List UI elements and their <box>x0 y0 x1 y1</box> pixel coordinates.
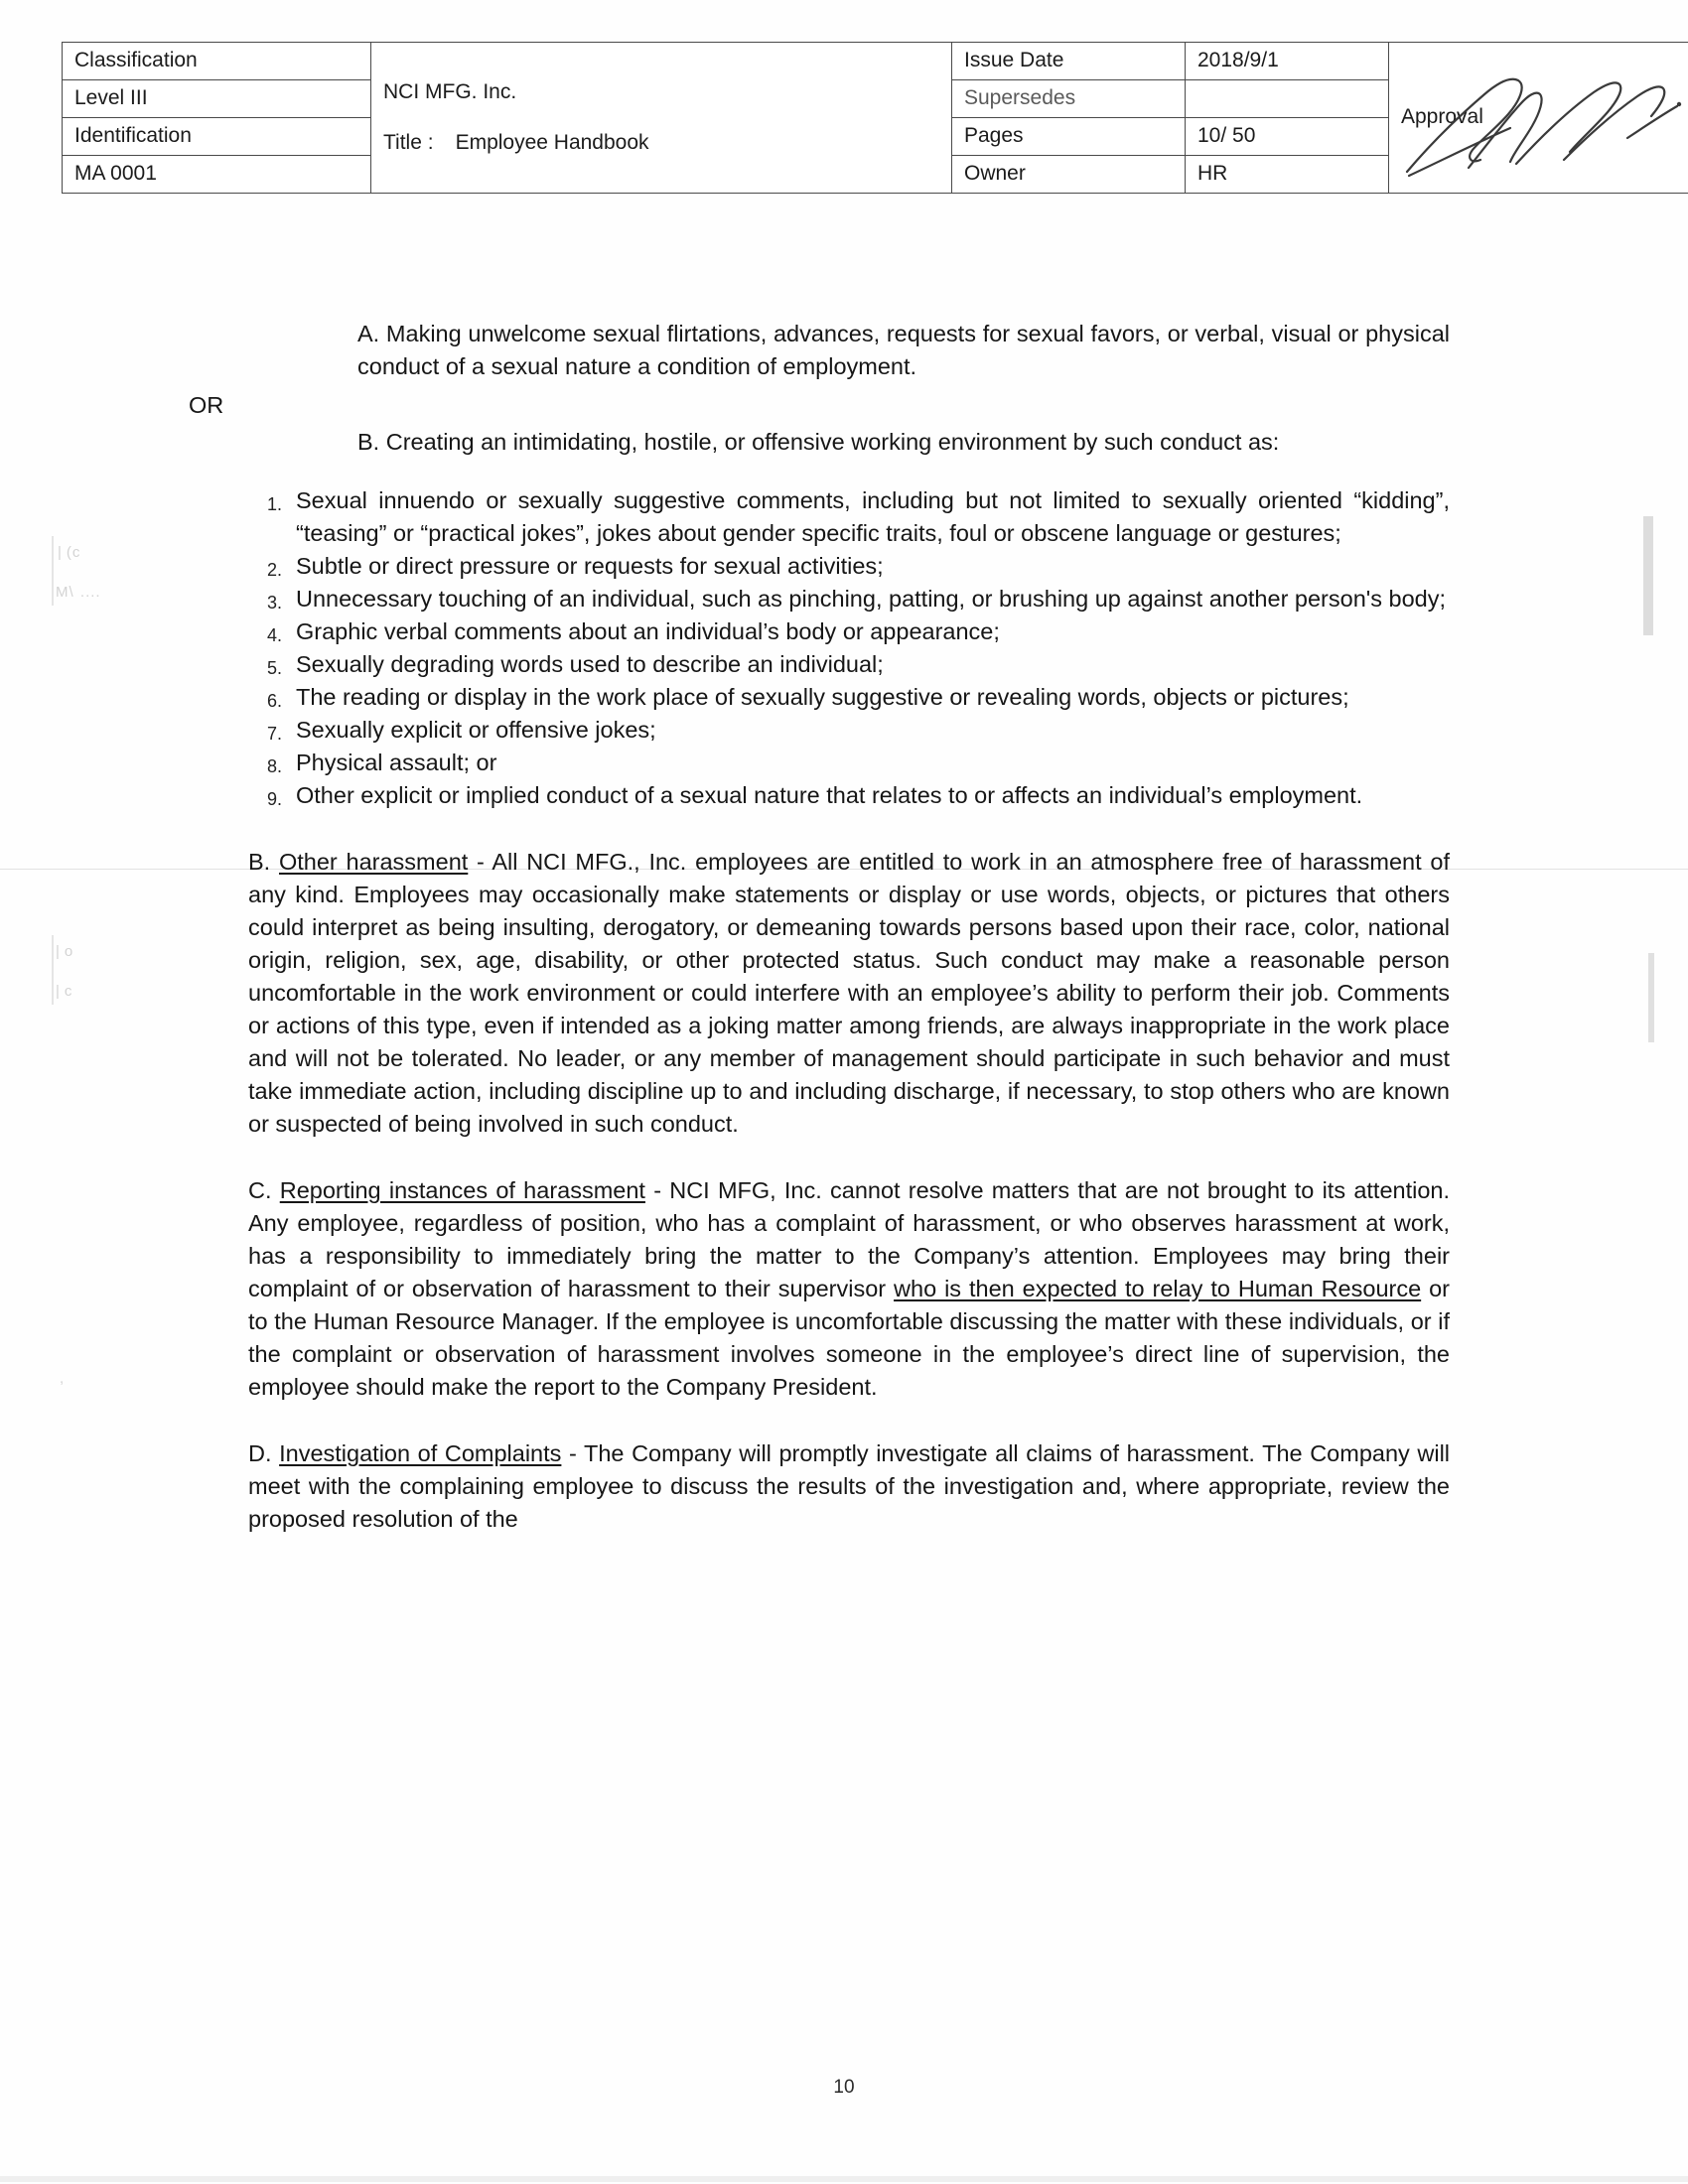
section-c-heading: Reporting instances of harassment <box>279 1177 645 1203</box>
section-d-text: - The Company will promptly investigate all claims of harassment. The Company will meet with the complaining employee to discuss the results of the investigation and, where appropriate, review the proposed resolution of the <box>248 1440 1451 1532</box>
page-number: 10 <box>833 2077 855 2098</box>
list-item: Sexually explicit or offensive jokes; <box>296 717 656 743</box>
section-c-letter: C. <box>248 1177 272 1203</box>
clause-b-block <box>357 426 1450 459</box>
scan-artifact: , <box>60 1370 66 1387</box>
list-item: Sexually degrading words used to describe an individual; <box>296 651 884 677</box>
document-control-table <box>62 42 1688 194</box>
cell-identification-value: MA 0001 <box>63 156 371 194</box>
approval-label: Approval <box>1401 105 1483 129</box>
section-d-paragraph <box>248 1437 1450 1536</box>
scan-artifact <box>1648 953 1654 1042</box>
section-b-heading: Other harassment <box>278 849 469 875</box>
section-d-heading: Investigation of Complaints <box>279 1440 562 1466</box>
title-value: Employee Handbook <box>455 130 649 154</box>
clause-a-text: A. Making unwelcome sexual flirtations, advances, requests for sexual favors, or verbal, visual or physical conduct of a sexual nature a condition of employment. <box>357 321 1450 379</box>
cell-pages-value: 10/ 50 <box>1186 118 1389 156</box>
list-item: The reading or display in the work place of sexually suggestive or revealing words, objects or pictures; <box>296 684 1349 710</box>
table-row <box>63 43 1688 80</box>
cell-identification-label: Identification <box>63 118 371 156</box>
document-body <box>189 318 1451 1536</box>
cell-issue-date-value: 2018/9/1 <box>1186 43 1389 80</box>
scan-artifact-line <box>0 2176 1688 2182</box>
list-item: Physical assault; or <box>296 750 497 775</box>
section-b-text: - All NCI MFG., Inc. employees are entitled to work in an atmosphere free of harassment of any kind. Employees may occasionally make statements or display or use words, objects, or pictures that others could interpret as being insulting, derogatory, or demeaning towards persons based upon their race, color, national origin, religion, sex, age, disability, or other protected status. Such conduct may make a reasonable person uncomfortable in the work environment or could interfere with an employee’s ability to perform their job. Comments or actions of this type, even if intended as a joking matter among friends, are always inappropriate in the work place and will not be tolerated. No leader, or any member of management should participate in such behavior and must take immediate action, including discipline up to and including discharge, if necessary, to stop others who are known or suspected of being involved in such conduct. <box>248 849 1450 1137</box>
cell-pages-label: Pages <box>952 118 1186 156</box>
cell-level-value: Level III <box>63 80 371 118</box>
section-c-paragraph <box>248 1174 1450 1404</box>
section-b-letter: B. <box>248 849 271 875</box>
section-c-underlined-phrase: who is then expected to relay to Human Resource <box>894 1276 1422 1301</box>
list-item: Graphic verbal comments about an individual’s body or appearance; <box>296 618 1000 644</box>
list-item: Sexual innuendo or sexually suggestive comments, including but not limited to sexually oriented “kidding”, “teasing” or “practical jokes”, jokes about gender specific traits, foul or obscene language or gestures; <box>296 487 1450 546</box>
cell-owner-value: HR <box>1186 156 1389 194</box>
scan-artifact: | c <box>56 983 73 1000</box>
list-item: Other explicit or implied conduct of a sexual nature that relates to or affects an individual’s employment. <box>296 782 1363 808</box>
cell-owner-label: Owner <box>952 156 1186 194</box>
scan-artifact: M\ .... <box>56 584 101 601</box>
clause-b-text: B. Creating an intimidating, hostile, or offensive working environment by such conduct as: <box>357 429 1280 455</box>
scan-artifact <box>52 935 54 1005</box>
section-c-text-part2: or to the Human Resource Manager. If the employee is uncomfortable discussing the matter with these individuals, or if the complaint or observation of harassment involves someone in the employee’s direct line of supervision, the employee should make the report to the Company President. <box>248 1276 1450 1400</box>
or-connector: OR <box>189 392 224 418</box>
cell-supersedes-label: Supersedes <box>952 80 1186 118</box>
scan-artifact: | (c <box>58 544 81 561</box>
scan-artifact: | o <box>56 943 74 960</box>
harassment-examples-list <box>248 484 1450 812</box>
section-c-text-part1: - NCI MFG, Inc. cannot resolve matters that are not brought to its attention. Any employee, regardless of position, who has a complaint of harassment, or who observes harassment at work, has a responsibility to immediately bring the matter to the Company’s attention. Employees may bring their complaint of or observation of harassment to their supervisor <box>248 1177 1451 1301</box>
section-d-letter: D. <box>248 1440 272 1466</box>
cell-approval <box>1389 43 1688 194</box>
section-b-paragraph <box>248 846 1450 1141</box>
scan-artifact <box>52 536 54 606</box>
list-item: Subtle or direct pressure or requests for sexual activities; <box>296 553 884 579</box>
list-item: Unnecessary touching of an individual, such as pinching, patting, or brushing up against another person's body; <box>296 586 1447 612</box>
cell-classification-label: Classification <box>63 43 371 80</box>
cell-supersedes-value <box>1186 80 1389 118</box>
cell-title-block <box>371 43 952 194</box>
cell-issue-date-label: Issue Date <box>952 43 1186 80</box>
clause-a-block <box>357 318 1450 383</box>
title-label: Title : <box>383 130 434 154</box>
scan-artifact <box>1643 516 1653 635</box>
document-title-line <box>383 131 939 155</box>
company-name: NCI MFG. Inc. <box>383 80 517 104</box>
